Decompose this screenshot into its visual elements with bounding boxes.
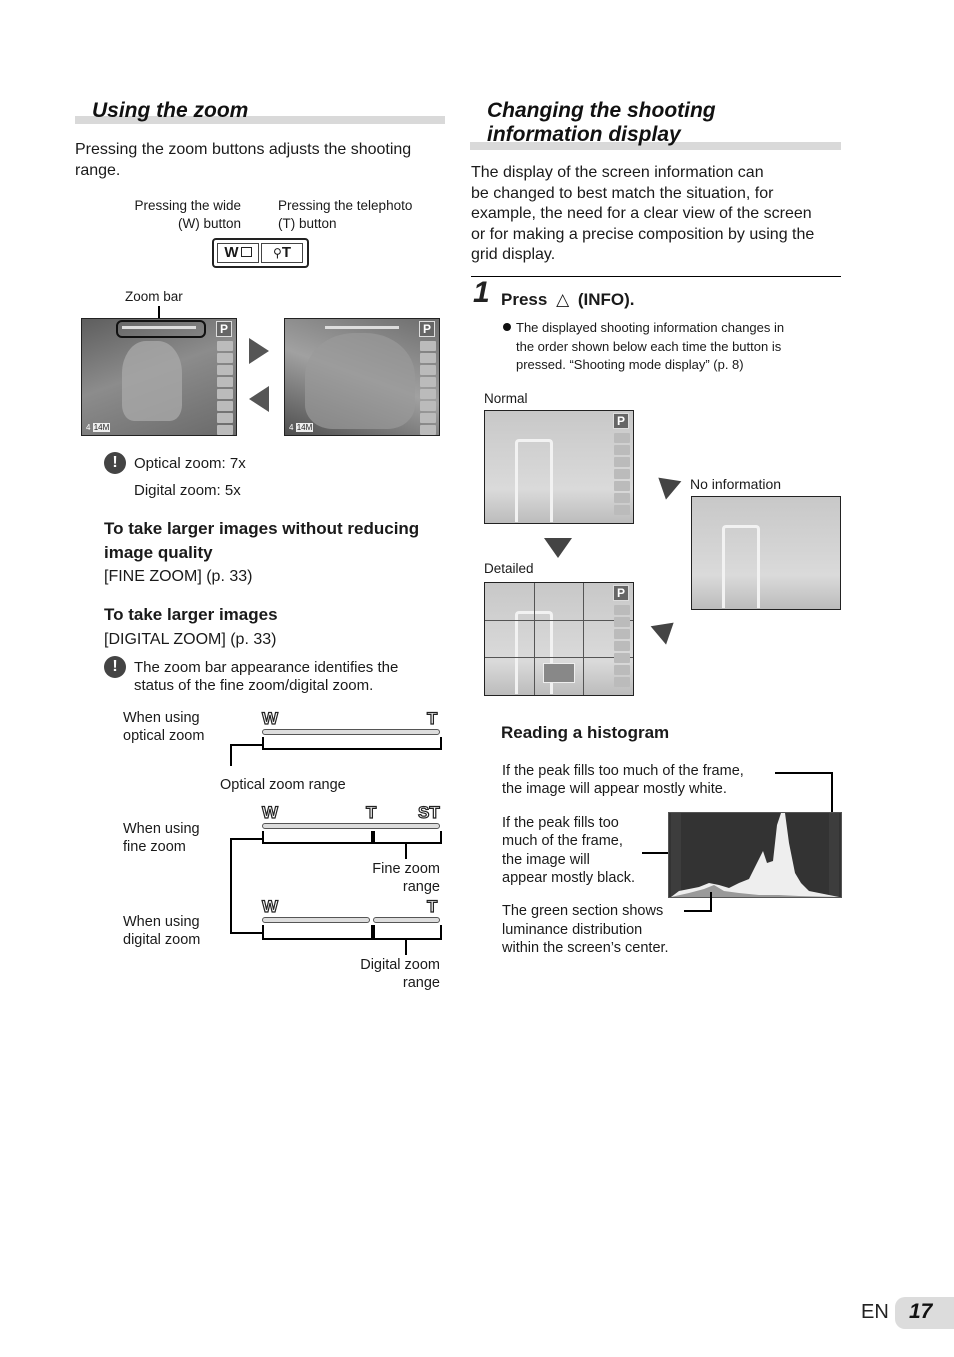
note-line2: status of the fine zoom/digital zoom. bbox=[134, 677, 374, 694]
bullet-dot bbox=[503, 323, 511, 331]
optical-range-connector-v bbox=[230, 744, 232, 766]
arrow-right-icon bbox=[249, 338, 269, 364]
bar-w-marker: W bbox=[262, 709, 279, 728]
bottom-info bbox=[289, 423, 313, 432]
arrow-left-icon bbox=[249, 386, 269, 412]
zoom-bar-note bbox=[134, 659, 444, 695]
digital-zoom-bar-optical bbox=[262, 917, 370, 923]
green-line1: The green section shows bbox=[502, 903, 664, 919]
language-tag: EN bbox=[861, 1301, 889, 1323]
black-line1: If the peak fills too bbox=[502, 815, 619, 831]
tele-label-line1: Pressing the telephoto bbox=[278, 198, 413, 213]
digital-connector-h bbox=[230, 932, 263, 934]
intro-line3: example, the need for a clear view of the screen bbox=[471, 205, 812, 222]
green-pointer-v bbox=[710, 892, 712, 912]
title-line1: Changing the shooting bbox=[487, 99, 716, 122]
heading-larger: To take larger images bbox=[104, 605, 278, 624]
mode-p-icon: P bbox=[216, 321, 232, 337]
no-info-label: No information bbox=[690, 476, 782, 492]
fine-zoom-bar bbox=[262, 823, 440, 829]
fine-range-line2: range bbox=[402, 879, 440, 895]
step-info-text: (INFO). bbox=[577, 290, 635, 309]
screen-no-info bbox=[691, 496, 841, 610]
step-instruction bbox=[501, 288, 635, 312]
zoom-bar-indicator bbox=[116, 320, 206, 338]
zoom-bar-track bbox=[122, 326, 196, 329]
detailed-label: Detailed bbox=[484, 561, 534, 576]
side-icons bbox=[420, 341, 436, 436]
zoom-intro-text: Pressing the zoom buttons adjusts the shooting range. bbox=[75, 141, 412, 179]
zoom-t-label: T bbox=[281, 244, 291, 261]
lifeguard-chair bbox=[515, 439, 553, 522]
screen-normal bbox=[484, 410, 634, 524]
white-pointer-v bbox=[831, 772, 833, 814]
shots-remaining: 4 bbox=[289, 423, 294, 432]
optical-range-connector-h bbox=[230, 744, 263, 746]
zoom-w-button[interactable] bbox=[217, 243, 259, 263]
digital-zoom-spec: Digital zoom: 5x bbox=[134, 482, 241, 499]
black-note bbox=[502, 814, 635, 887]
histogram-curve bbox=[669, 813, 841, 897]
fine-optical-bracket bbox=[262, 831, 373, 844]
divider bbox=[471, 276, 841, 277]
arrow-up-left-icon bbox=[651, 468, 682, 499]
step-number: 1 bbox=[473, 276, 490, 309]
mode-p-icon: P bbox=[419, 321, 435, 337]
magnify-icon: ⚲ bbox=[273, 246, 282, 260]
tele-label-line2: (T) button bbox=[278, 216, 337, 231]
digital-range-pointer bbox=[405, 940, 407, 955]
zoom-t-button[interactable] bbox=[261, 243, 303, 263]
green-pointer-h bbox=[684, 910, 712, 912]
digital-label-line1: When using bbox=[123, 914, 200, 930]
intro-line1: The display of the screen information can bbox=[471, 164, 764, 181]
optical-zoom-bar bbox=[262, 729, 440, 735]
heading-quality bbox=[104, 517, 449, 565]
digital-range-label bbox=[320, 956, 440, 992]
step-press-text: Press bbox=[501, 290, 548, 309]
camera-screen-wide bbox=[81, 318, 237, 436]
mini-histogram bbox=[543, 663, 575, 683]
page-number: 17 bbox=[909, 1300, 933, 1323]
black-line2: much of the frame, bbox=[502, 833, 623, 850]
mode-p-icon: P bbox=[613, 413, 629, 429]
fine-range-bracket bbox=[373, 831, 442, 844]
digital-label-line2: digital zoom bbox=[123, 932, 201, 948]
bar-t-marker: T bbox=[427, 897, 438, 916]
digital-zoom-label bbox=[123, 913, 200, 949]
optical-label-line1: When using bbox=[123, 710, 200, 726]
white-pointer-h bbox=[775, 772, 833, 774]
bar-w-marker: W bbox=[262, 803, 279, 822]
optical-zoom-label bbox=[123, 709, 204, 745]
white-line2: the image will appear mostly white. bbox=[502, 781, 727, 797]
camera-screen-tele bbox=[284, 318, 440, 436]
image-size: 14M bbox=[93, 423, 110, 432]
white-note bbox=[502, 762, 744, 798]
bar-t-marker: T bbox=[427, 709, 438, 728]
caution-icon: ! bbox=[104, 452, 126, 474]
grid-h2 bbox=[485, 657, 633, 658]
children-closeup bbox=[305, 333, 415, 429]
green-line3: within the screen’s center. bbox=[502, 940, 669, 956]
bar-t-marker: T bbox=[366, 803, 377, 822]
title-line2: information display bbox=[487, 123, 681, 146]
fine-connector-v bbox=[230, 838, 232, 932]
page-number-tab bbox=[895, 1297, 954, 1329]
fine-range-pointer bbox=[405, 844, 407, 859]
wide-button-label bbox=[100, 197, 241, 233]
bullet-line2: the order shown below each time the button is bbox=[516, 338, 782, 354]
fine-zoom-ref: [FINE ZOOM] (p. 33) bbox=[104, 568, 253, 585]
bullet-text bbox=[516, 319, 836, 375]
digital-range-bracket bbox=[373, 925, 442, 940]
bottom-info bbox=[86, 423, 110, 432]
intro-line2: be changed to best match the situation, for bbox=[471, 184, 774, 202]
histogram-heading: Reading a histogram bbox=[501, 723, 670, 742]
side-icons bbox=[614, 433, 630, 517]
grid-v1 bbox=[534, 583, 535, 695]
bullet-line3: pressed. “Shooting mode display” (p. 8) bbox=[516, 357, 744, 372]
intro-line4: or for making a precise composition by using the bbox=[471, 225, 815, 243]
bar-st-marker: ST bbox=[418, 803, 440, 822]
wide-grid-icon bbox=[241, 247, 252, 257]
optical-label-line2: optical zoom bbox=[123, 728, 205, 744]
histogram bbox=[668, 812, 842, 898]
shots-remaining: 4 bbox=[86, 423, 91, 432]
heading-quality-line1: To take larger images without reducing bbox=[104, 519, 420, 538]
digital-range-line1: Digital zoom bbox=[360, 957, 440, 973]
fine-connector-h bbox=[230, 838, 263, 840]
zoom-lever[interactable] bbox=[212, 238, 309, 268]
image-size: 14M bbox=[296, 423, 313, 432]
fine-label-line2: fine zoom bbox=[123, 839, 186, 855]
white-line1: If the peak fills too much of the frame, bbox=[502, 763, 744, 779]
triangle-up-icon: △ bbox=[556, 290, 570, 309]
lifeguard-chair bbox=[722, 525, 760, 608]
zoom-bar-track bbox=[325, 326, 399, 329]
caution-icon: ! bbox=[104, 656, 126, 678]
side-icons bbox=[614, 605, 630, 689]
zoom-w-label: W bbox=[224, 244, 239, 261]
black-line4: appear mostly black. bbox=[502, 869, 635, 886]
section-title-info bbox=[487, 99, 716, 147]
bullet-line1: The displayed shooting information changes in bbox=[516, 320, 785, 335]
fine-zoom-label bbox=[123, 820, 200, 856]
heading-quality-line2: image quality bbox=[104, 543, 213, 562]
grid-v2 bbox=[583, 583, 584, 695]
note-line1: The zoom bar appearance identifies the bbox=[134, 659, 399, 676]
zoom-intro bbox=[75, 140, 445, 181]
optical-range-bracket bbox=[262, 737, 442, 750]
optical-zoom-spec: Optical zoom: 7x bbox=[134, 455, 246, 472]
screen-detailed bbox=[484, 582, 634, 696]
fine-range-line1: Fine zoom bbox=[372, 861, 440, 877]
intro-line5: grid display. bbox=[471, 246, 556, 263]
fine-range-label bbox=[330, 860, 440, 896]
digital-optical-bracket bbox=[262, 925, 373, 940]
arrow-down-icon bbox=[544, 538, 572, 558]
digital-zoom-ref: [DIGITAL ZOOM] (p. 33) bbox=[104, 631, 277, 648]
children-figure bbox=[122, 341, 182, 421]
wide-label-line1: Pressing the wide bbox=[134, 198, 241, 213]
info-intro bbox=[471, 163, 843, 266]
arrow-up-right-icon bbox=[651, 613, 682, 644]
wide-label-line2: (W) button bbox=[177, 216, 241, 231]
tele-button-label bbox=[278, 197, 448, 233]
fine-label-line1: When using bbox=[123, 821, 200, 837]
side-icons bbox=[217, 341, 233, 436]
green-note bbox=[502, 902, 669, 958]
digital-zoom-bar-digital bbox=[373, 917, 440, 923]
black-line3: the image will bbox=[502, 851, 590, 868]
bar-w-marker: W bbox=[262, 897, 279, 916]
section-title-zoom: Using the zoom bbox=[92, 99, 249, 122]
zoom-bar-label: Zoom bar bbox=[125, 289, 183, 304]
green-line2: luminance distribution bbox=[502, 921, 643, 938]
optical-range-label: Optical zoom range bbox=[220, 777, 346, 793]
grid-h1 bbox=[485, 620, 633, 621]
digital-range-line2: range bbox=[402, 975, 440, 991]
mode-p-icon: P bbox=[613, 585, 629, 601]
normal-label: Normal bbox=[484, 391, 528, 406]
